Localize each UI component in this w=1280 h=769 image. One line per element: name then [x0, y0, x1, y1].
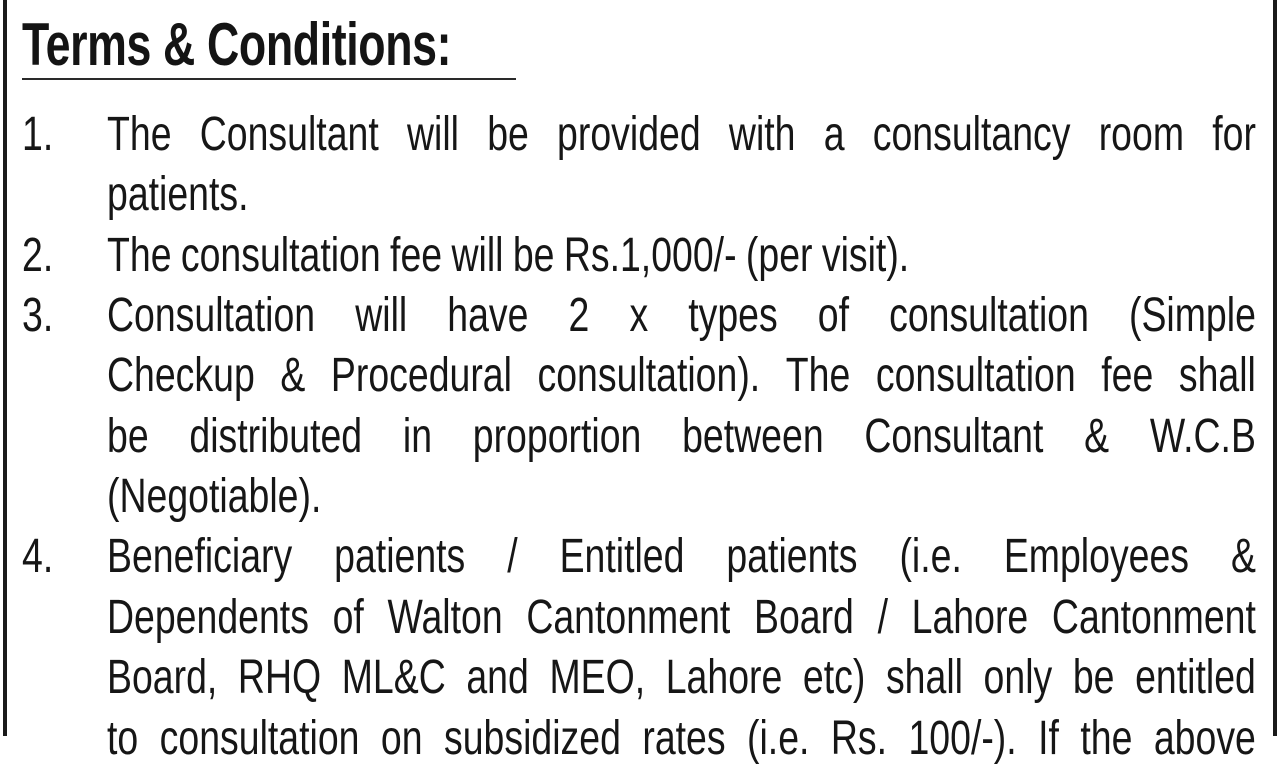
list-item-line	[107, 527, 1256, 587]
list-item-text: be distributed in proportion between Consultant & W.C.B	[107, 409, 1256, 463]
list-item-line	[107, 588, 1256, 648]
list-item-number: 4.	[22, 530, 54, 584]
list-item-line	[107, 165, 1256, 225]
heading-underline	[22, 78, 516, 80]
list-item-line	[107, 105, 1256, 165]
list-item-text: Beneficiary patients / Entitled patients (i.e. Employees &	[107, 530, 1256, 584]
list-item-number: 2.	[22, 228, 54, 282]
list-item-number: 3.	[22, 289, 54, 343]
list-item-text: The Consultant will be provided with a consultancy room for	[107, 108, 1256, 161]
list-item-text: Checkup & Procedural consultation). The consultation fee shall	[107, 349, 1256, 403]
list-item-text: The consultation fee will be Rs.1,000/- (per visit).	[107, 228, 910, 282]
list-item-number: 1.	[22, 108, 54, 161]
list-item-line	[107, 407, 1256, 467]
list-item-line	[107, 346, 1256, 406]
list-item-text: Board, RHQ ML&C and MEO, Lahore etc) shall only be entitled	[107, 651, 1256, 705]
list-item-text: Consultation will have 2 x types of consultation (Simple	[107, 289, 1256, 343]
clipped-line	[0, 703, 1280, 765]
heading-container	[22, 12, 598, 82]
list-item-text: (Negotiable).	[107, 470, 322, 524]
list-item-line	[107, 709, 1256, 769]
list-item-line	[107, 226, 1256, 286]
list-item-line	[107, 286, 1256, 346]
list-item-text: to consultation on subsidized rates (i.e. Rs. 100/-). If the above	[107, 711, 1256, 765]
list-item-line	[107, 467, 1256, 527]
list-item-text: patients.	[107, 168, 249, 222]
list-item-line	[107, 648, 1256, 708]
list-item-text: Dependents of Walton Cantonment Board / Lahore Cantonment	[107, 590, 1256, 644]
page-title: Terms & Conditions:	[22, 11, 452, 78]
